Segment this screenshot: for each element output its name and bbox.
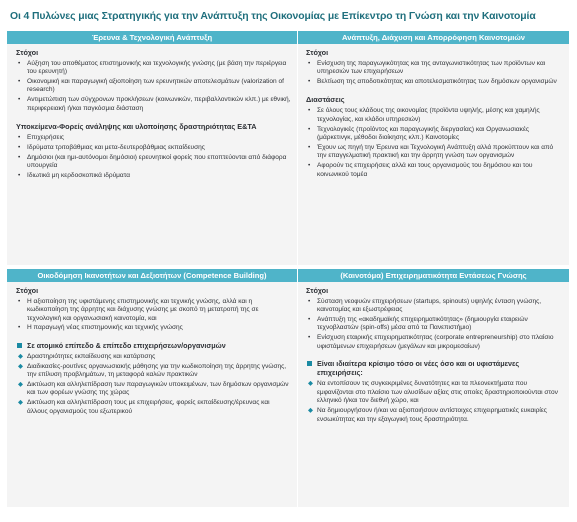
list-item: • Δημόσιοι (και ημι-αυτόνομοι δημόσιοι) ερευνητικοί φορείς που εποπτεύονται από διάφορα υπουργεία (18, 153, 287, 170)
list-item: • Ανάπτυξη της «ακαδημαϊκής επιχειρηματικότητας» (δημιουργία εταιρειών τεχνοβλαστών (spin-offs) μέσα από τα Πανεπιστήμιο) (308, 315, 528, 332)
list-item: ◆ Να δημιουργήσουν ή/και να αξιοποιήσουν αντίστοιχες επιχειρηματικές ευκαιρίες ενσωκύτητας και την εξαγωγική τους δραστηριότητα. (308, 407, 547, 423)
pillar3-goals-label: Στόχοι (16, 286, 39, 295)
list-item: • Η παραγωγή νέας επιστημονικής και τεχνικής γνώσης (18, 324, 183, 332)
pillar4-critical-label: Είναι ιδιαίτερα κρίσιμο τόσο οι νέες όσο και οι υφιστάμενες επιχειρήσεις: (317, 359, 520, 378)
pillar2-header: Ανάπτυξη, Διάχυση και Απορρόφηση Καινοτομιών (298, 31, 569, 44)
pillar3-level-list (16, 353, 292, 416)
list-item: • Αφορούν τις επιχειρήσεις αλλά και τους οργανισμούς του δημόσιου και του κοινωνικού τομέα (308, 162, 533, 178)
list-item: • Ενίσχυση της παραγωγικότητας και της ανταγωνιστικότητας των προϊόντων και υπηρεσιών των επιχειρήσεων (308, 59, 546, 76)
list-item: • Οικονομική και παραγωγική αξιοποίηση των ερευνητικών αποτελεσμάτων (valorization of research) (18, 77, 284, 94)
pillar2-body (306, 49, 564, 181)
pillar4-critical-heading (306, 359, 564, 377)
list-item: ◆ Διαδικασίες-ρουτίνες οργανωσιακής μάθησης για την κωδικοποίηση της άρρητης γνώσης, την επίλυση προβλημάτων, τη μεταφορά καλών πρακτικών (18, 362, 287, 379)
list-item: • Σε όλους τους κλάδους της οικονομίας (προϊόντα υψηλής, μέσης και χαμηλής τεχνολογίας, και κλάδοι υπηρεσιών) (308, 107, 540, 123)
list-item: • Αντιμετώπιση των σύγχρονων προκλήσεων (κοινωνικών, περιβαλλοντικών κλπ.) με εθνική, περιφερειακή ή/και παγκόσμια διάσταση (18, 96, 291, 112)
pillar1-goals-label: Στόχοι (16, 48, 39, 57)
pillar3-level-label: Σε ατομικό επίπεδο & επίπεδο επιχειρήσεων/οργανισμών (27, 340, 226, 350)
square-bullet-icon (307, 361, 312, 366)
page-title: Οι 4 Πυλώνες μιας Στρατηγικής για την Ανάπτυξη της Οικονομίας με Επίκεντρο τη Γνώση και την Καινοτομία (10, 11, 536, 22)
list-item: ◆ Δραστηριότητες εκπαίδευσης και κατάρτισης (18, 352, 156, 360)
list-item: • Αύξηση του αποθέματος επιστημονικής και τεχνολογικής γνώσης (με βάση την περιέργεια του ερευνητή) (18, 59, 287, 76)
pillar1-body (16, 49, 292, 182)
pillars-grid (7, 31, 569, 507)
pillar1-entities-list (16, 134, 292, 180)
pillar4-goals-label: Στόχοι (306, 286, 329, 295)
pillar2-goals-label: Στόχοι (306, 48, 329, 57)
pillar2-dimensions-list (306, 107, 564, 179)
list-item: • Τεχνολογικές (προϊόντος και παραγωγικής διεργασίας) και Οργανωσιακές (μάρκετινγκ, μέθοδοι διοίκησης κλπ.) Καινοτομίες (308, 125, 530, 142)
pillar2-goals-list (306, 60, 564, 87)
pillar3-body (16, 287, 292, 418)
pillar1-entities-label: Υποκείμενα-Φορείς ανάληψης και υλοποίησης δραστηριότητας Ε&ΤΑ (16, 122, 257, 132)
list-item: • Σύσταση νεοφυών επιχειρήσεων (startups, spinouts) υψηλής ένταση γνώσης, καινοτομίας και εξωστρέφειας (308, 297, 542, 314)
list-item: • Ενίσχυση εταιρικής επιχειρηματικότητας (corporate entrepreneurship) στο πλαίσιο υφιστάμενων επιχειρήσεων (μεγάλων και μικρομεσαίων) (308, 334, 554, 350)
pillar3-level-heading (16, 341, 292, 350)
list-item: ◆ Δικτύωση και αλληλεπίδραση των παραγωγικών υποκειμένων, των δημόσιων οργανισμών και των φορέων γνώσης της χώρας (18, 380, 289, 397)
list-item: • Ιδρύματα τριτοβάθμιας και μετα-δευτεροβάθμιας εκπαίδευσης (18, 143, 205, 151)
square-bullet-icon (17, 343, 22, 348)
list-item: • Ιδιωτικά μη κερδοσκοπικά ιδρύματα (18, 171, 130, 179)
pillar3-header: Οικοδόμηση Ικανοτήτων και Δεξιοτήτων (Competence Building) (7, 269, 297, 282)
pillar4-critical-list (306, 380, 564, 424)
pillar4-body (306, 287, 564, 425)
pillar1-goals-list (16, 60, 292, 114)
list-item: ◆ Να εντοπίσουν τις συγκεκριμένες δυνατότητες και τα πλεονεκτήματα που εμφανίζονται στο πλαίσιο των αλυσίδων αξίας στις οποίες δραστηριοποιούνται στον ελληνικό ή/και τον διεθνή χώρο, και (308, 380, 558, 405)
pillar4-goals-list (306, 298, 564, 352)
list-item: • Επιχειρήσεις (18, 134, 65, 142)
pillar3-goals-list (16, 298, 292, 333)
pillar1-header: Έρευνα & Τεχνολογική Ανάπτυξη (7, 31, 297, 44)
list-item: • Η αξιοποίηση της υφιστάμενης επιστημονικής και τεχνικής γνώσης, αλλά και η κωδικοποίηση της άρρητης και διάχυσης γνώσης με σκοπό τη μετατροπή της σε τεχνολογική και οργανωσιακή καινοτομία, και (18, 297, 259, 322)
pillar2-dimensions-label: Διαστάσεις (306, 95, 345, 105)
list-item: ◆ Δικτύωση και αλληλεπίδραση τους με επιχειρήσεις, φορείς εκπαίδευσης/έρευνας και άλλους οργανισμούς του εξωτερικού (18, 399, 270, 415)
pillar4-header: (Καινοτόμα) Επιχειρηματικότητα Εντάσεως Γνώσης (298, 269, 569, 282)
list-item: • Έχουν ως πηγή την Έρευνα και Τεχνολογική Ανάπτυξη αλλά προκύπτουν και από την επαγγελματική πρακτική και την άρρητη γνώση των οργανισμών (308, 143, 554, 160)
list-item: • Βελτίωση της αποδοτικότητας και αποτελεσματικότητας των δημόσιων οργανισμών (308, 77, 557, 85)
